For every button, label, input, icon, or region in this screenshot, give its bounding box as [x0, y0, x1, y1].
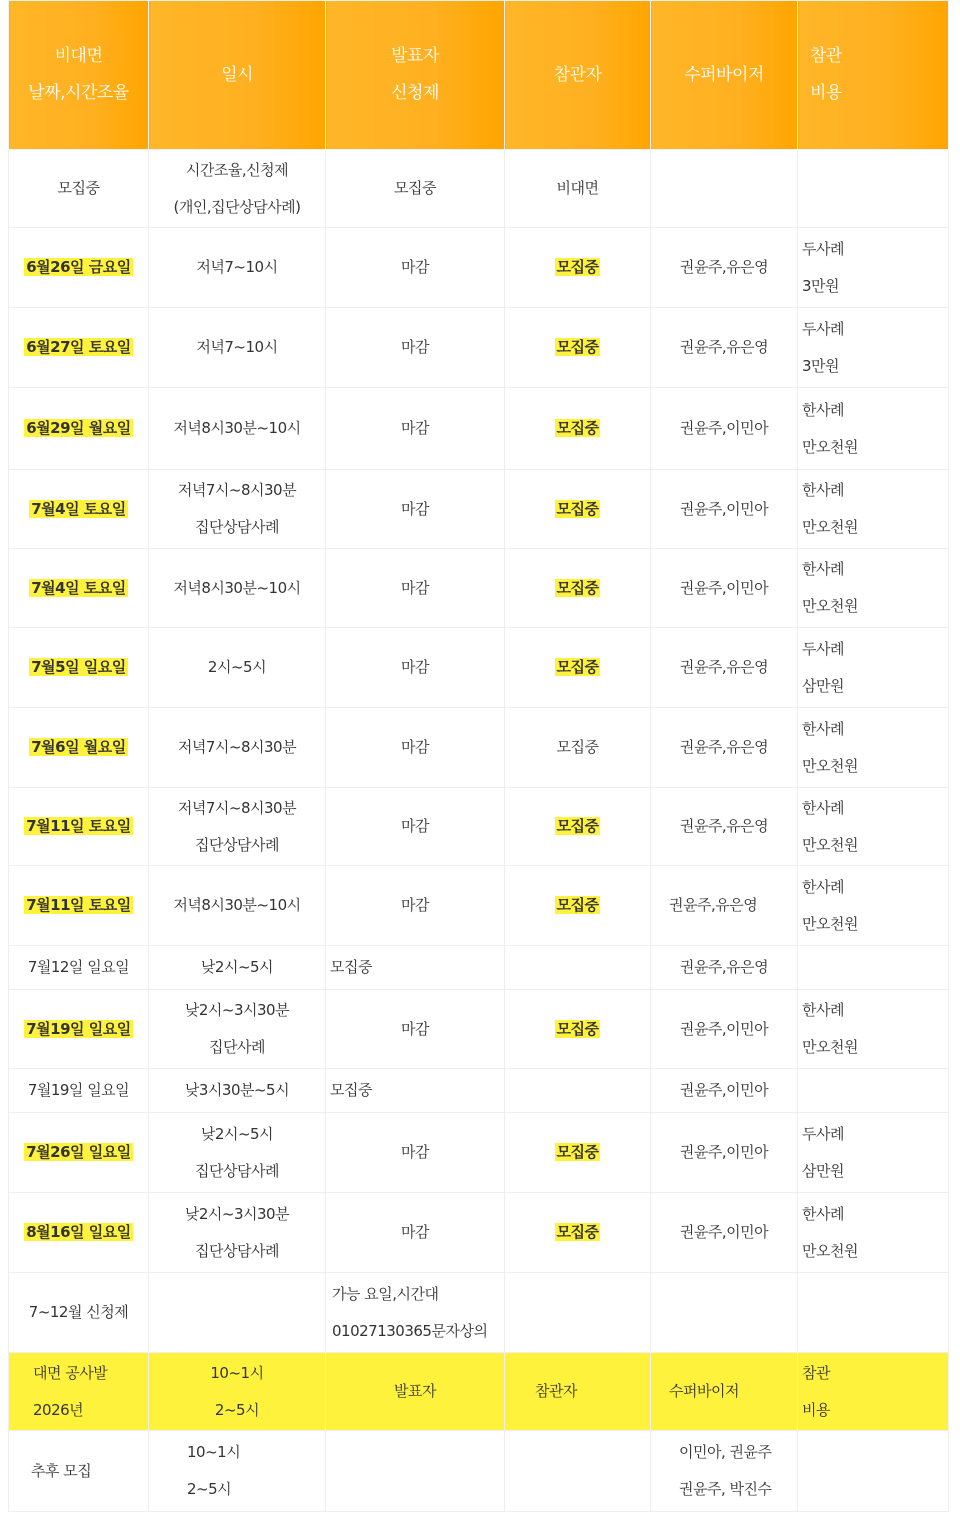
- table-row: [9, 388, 949, 470]
- row-time: [149, 788, 326, 866]
- row-time: [149, 150, 326, 228]
- observer-highlight: 모집중: [556, 1223, 599, 1241]
- table-row: [9, 228, 949, 308]
- offline-header-presenter: 발표자: [326, 1353, 505, 1431]
- row-supervisor: 권윤주,이민아: [651, 990, 798, 1069]
- table-row: [9, 308, 949, 388]
- cost-line: 한사례: [802, 481, 844, 499]
- header-line: 비용: [802, 1400, 830, 1419]
- row-supervisor: 권윤주,이민아: [651, 388, 798, 470]
- header-presenter: [326, 1, 505, 150]
- observer-highlight: 모집중: [556, 258, 599, 276]
- row-date: [9, 866, 149, 946]
- time-line: 10~1시: [187, 1443, 241, 1461]
- time-line: 집단상담사례: [195, 518, 279, 536]
- row-cost: [798, 1113, 949, 1193]
- date-highlight: 8월16일 일요일: [26, 1223, 131, 1241]
- row-date: [9, 708, 149, 788]
- row-presenter: 마감: [326, 470, 505, 549]
- cost-line: 한사례: [802, 877, 844, 896]
- header-line: 참관: [810, 46, 842, 66]
- row-observer: [505, 549, 651, 628]
- offline-header-title: [9, 1353, 149, 1431]
- row-time: 저녁7시~8시30분: [149, 708, 326, 788]
- row-date: [9, 308, 149, 388]
- row-time: [149, 1273, 326, 1353]
- row-supervisor: 권윤주,이민아: [651, 1113, 798, 1193]
- table-row: [9, 470, 949, 549]
- row-supervisor: 권윤주,유은영: [651, 866, 798, 946]
- cost-line: 만오천원: [802, 1038, 858, 1056]
- row-date: 7~12월 신청제: [9, 1273, 149, 1353]
- row-cost: [798, 946, 949, 990]
- time-line: 2~5시: [187, 1480, 232, 1498]
- time-line: 시간조율,신청제: [185, 160, 289, 179]
- row-presenter: 모집중: [326, 946, 505, 990]
- cost-line: 한사례: [802, 1204, 844, 1223]
- table-row: [9, 990, 949, 1069]
- offline-header-row: [9, 1353, 949, 1431]
- time-line: 저녁7시~8시30분: [177, 798, 297, 817]
- row-date: [9, 228, 149, 308]
- cost-line: 한사례: [802, 1001, 844, 1019]
- time-line: 집단사례: [209, 1038, 265, 1056]
- row-date: [9, 549, 149, 628]
- row-presenter: 마감: [326, 708, 505, 788]
- header-line: 발표자: [391, 46, 439, 66]
- cost-line: 한사례: [802, 560, 844, 578]
- header-line: 대면 공사발: [33, 1363, 108, 1382]
- offline-row-observer: [505, 1431, 651, 1512]
- schedule-table: [8, 0, 949, 1512]
- row-date: 7월19일 일요일: [9, 1069, 149, 1113]
- time-line: 낮2시~3시30분: [184, 1001, 290, 1019]
- cost-line: 두사례: [802, 239, 844, 258]
- observer-highlight: 모집중: [556, 578, 599, 597]
- row-supervisor: [651, 150, 798, 228]
- row-supervisor: 권윤주,이민아: [651, 1193, 798, 1273]
- row-time: [149, 1113, 326, 1193]
- cost-line: 두사례: [802, 319, 844, 338]
- row-observer: [505, 990, 651, 1069]
- date-highlight: 7월6일 월요일: [31, 738, 126, 756]
- date-highlight: 6월29일 월요일: [26, 419, 131, 437]
- row-time: [149, 990, 326, 1069]
- date-highlight: 7월19일 일요일: [26, 1019, 131, 1038]
- cost-line: 만오천원: [802, 835, 858, 854]
- row-presenter: 마감: [326, 308, 505, 388]
- time-line: 저녁7시~8시30분: [177, 481, 297, 499]
- row-cost: [798, 628, 949, 708]
- row-presenter: 마감: [326, 788, 505, 866]
- cost-line: 만오천원: [802, 518, 858, 536]
- row-time: 2시~5시: [149, 628, 326, 708]
- header-cost: [798, 1, 949, 150]
- row-presenter: 마감: [326, 388, 505, 470]
- time-line: 집단상담사례: [195, 1241, 279, 1260]
- row-date: [9, 628, 149, 708]
- row-cost: [798, 866, 949, 946]
- header-line: 2026년: [33, 1400, 84, 1419]
- cost-line: 만오천원: [802, 437, 858, 456]
- row-date: [9, 388, 149, 470]
- table-row: [9, 788, 949, 866]
- row-time: [149, 470, 326, 549]
- row-time: 저녁8시30분~10시: [149, 388, 326, 470]
- header-line: 10~1시: [210, 1363, 264, 1382]
- schedule-table-container: [8, 0, 948, 1512]
- cost-line: 만오천원: [802, 914, 858, 933]
- table-row: [9, 866, 949, 946]
- row-supervisor: 권윤주,유은영: [651, 946, 798, 990]
- table-row: [9, 1113, 949, 1193]
- row-observer: [505, 628, 651, 708]
- time-line: 낮2시~3시30분: [184, 1204, 290, 1223]
- cost-line: 두사례: [802, 1124, 844, 1143]
- observer-highlight: 모집중: [556, 1143, 599, 1161]
- row-cost: [798, 388, 949, 470]
- time-line: 낮2시~5시: [200, 1124, 274, 1143]
- header-supervisor: 수퍼바이저: [651, 1, 798, 150]
- row-supervisor: 권윤주,유은영: [651, 788, 798, 866]
- table-header-row: [9, 1, 949, 150]
- observer-highlight: 모집중: [556, 658, 599, 676]
- row-time: 저녁7~10시: [149, 308, 326, 388]
- row-cost: [798, 308, 949, 388]
- row-presenter: 가능 요일,시간대 01027130365문자상의: [326, 1273, 505, 1353]
- cost-line: 만오천원: [802, 597, 858, 615]
- offline-row-supervisor: [651, 1431, 798, 1512]
- row-observer: 비대면: [505, 150, 651, 228]
- row-date: [9, 1193, 149, 1273]
- table-row: [9, 946, 949, 990]
- row-presenter: 마감: [326, 990, 505, 1069]
- cost-line: 한사례: [802, 400, 844, 419]
- header-line: 비용: [810, 83, 842, 103]
- date-highlight: 6월26일 금요일: [26, 258, 131, 276]
- row-supervisor: [651, 1273, 798, 1353]
- header-line: 신청제: [391, 83, 439, 103]
- row-observer: [505, 946, 651, 990]
- table-row: [9, 1273, 949, 1353]
- offline-row-cost: [798, 1431, 949, 1512]
- date-highlight: 7월5일 일요일: [31, 658, 126, 676]
- row-observer: [505, 1273, 651, 1353]
- row-date: [9, 788, 149, 866]
- row-presenter: 모집중: [326, 1069, 505, 1113]
- row-date: [9, 1113, 149, 1193]
- cost-line: 삼만원: [802, 1161, 844, 1180]
- row-presenter: 마감: [326, 549, 505, 628]
- row-supervisor: 권윤주,유은영: [651, 308, 798, 388]
- header-line: 참관: [802, 1363, 830, 1382]
- row-cost: [798, 788, 949, 866]
- row-cost: [798, 470, 949, 549]
- row-date: [9, 990, 149, 1069]
- offline-header-cost: [798, 1353, 949, 1431]
- observer-highlight: 모집중: [556, 419, 599, 437]
- row-observer: [505, 866, 651, 946]
- row-cost: [798, 228, 949, 308]
- row-date: 모집중: [9, 150, 149, 228]
- observer-highlight: 모집중: [556, 817, 599, 835]
- offline-header-observer: 참관자: [505, 1353, 651, 1431]
- offline-row-presenter: [326, 1431, 505, 1512]
- row-presenter: 마감: [326, 1193, 505, 1273]
- row-time: 저녁8시30분~10시: [149, 549, 326, 628]
- observer-highlight: 모집중: [556, 338, 599, 356]
- supervisor-line: 이민아, 권윤주: [679, 1443, 772, 1461]
- row-cost: [798, 549, 949, 628]
- header-line: 2~5시: [214, 1400, 260, 1419]
- row-supervisor: 권윤주,이민아: [651, 1069, 798, 1113]
- cost-line: 한사례: [802, 719, 844, 738]
- date-highlight: 7월26일 일요일: [26, 1143, 131, 1161]
- table-row: [9, 150, 949, 228]
- date-highlight: 6월27일 토요일: [26, 338, 131, 356]
- row-cost: [798, 1273, 949, 1353]
- row-observer: [505, 1113, 651, 1193]
- table-row: [9, 549, 949, 628]
- header-online-date: [9, 1, 149, 150]
- row-presenter: 마감: [326, 628, 505, 708]
- row-supervisor: 권윤주,유은영: [651, 628, 798, 708]
- row-observer: 모집중: [505, 708, 651, 788]
- time-line: 집단상담사례: [195, 1161, 279, 1180]
- row-cost: [798, 1069, 949, 1113]
- row-observer: [505, 1069, 651, 1113]
- row-observer: [505, 388, 651, 470]
- cost-line: 한사례: [802, 798, 844, 817]
- row-time: 저녁8시30분~10시: [149, 866, 326, 946]
- table-row: [9, 628, 949, 708]
- row-supervisor: 권윤주,유은영: [651, 228, 798, 308]
- row-time: [149, 1193, 326, 1273]
- row-cost: [798, 1193, 949, 1273]
- row-presenter: 마감: [326, 228, 505, 308]
- cost-line: 3만원: [802, 276, 840, 295]
- cost-line: 두사례: [802, 639, 844, 658]
- offline-row-date: 추후 모집: [9, 1431, 149, 1512]
- row-date: [9, 470, 149, 549]
- cost-line: 삼만원: [802, 676, 844, 695]
- row-time: 낮2시~5시: [149, 946, 326, 990]
- row-cost: [798, 150, 949, 228]
- offline-header-supervisor: 수퍼바이저: [651, 1353, 798, 1431]
- table-row: [9, 708, 949, 788]
- row-observer: [505, 1193, 651, 1273]
- cost-line: 3만원: [802, 356, 840, 375]
- table-row: [9, 1193, 949, 1273]
- date-highlight: 7월4일 토요일: [31, 578, 126, 597]
- cost-line: 만오천원: [802, 756, 858, 775]
- time-line: 집단상담사례: [195, 835, 279, 854]
- offline-table-row: [9, 1431, 949, 1512]
- row-observer: [505, 228, 651, 308]
- row-cost: [798, 990, 949, 1069]
- row-observer: [505, 308, 651, 388]
- observer-highlight: 모집중: [556, 499, 599, 518]
- row-date: 7월12일 일요일: [9, 946, 149, 990]
- row-observer: [505, 470, 651, 549]
- time-line: (개인,집단상담사례): [173, 197, 301, 216]
- row-supervisor: 권윤주,이민아: [651, 470, 798, 549]
- header-observer: 참관자: [505, 1, 651, 150]
- row-presenter: 모집중: [326, 150, 505, 228]
- supervisor-line: 권윤주, 박진수: [679, 1480, 772, 1498]
- header-line: 비대면: [54, 46, 103, 66]
- observer-highlight: 모집중: [556, 896, 599, 914]
- row-supervisor: 권윤주,유은영: [651, 708, 798, 788]
- date-highlight: 7월4일 토요일: [31, 499, 126, 518]
- table-row: [9, 1069, 949, 1113]
- offline-row-time: [149, 1431, 326, 1512]
- row-time: 낮3시30분~5시: [149, 1069, 326, 1113]
- row-observer: [505, 788, 651, 866]
- header-time: 일시: [149, 1, 326, 150]
- offline-header-time: [149, 1353, 326, 1431]
- row-presenter: 마감: [326, 1113, 505, 1193]
- header-line: 날짜,시간조율: [28, 83, 129, 103]
- date-highlight: 7월11일 토요일: [26, 896, 131, 914]
- row-cost: [798, 708, 949, 788]
- row-time: 저녁7~10시: [149, 228, 326, 308]
- row-supervisor: 권윤주,이민아: [651, 549, 798, 628]
- cost-line: 만오천원: [802, 1241, 858, 1260]
- date-highlight: 7월11일 토요일: [26, 817, 131, 835]
- row-presenter: 마감: [326, 866, 505, 946]
- observer-highlight: 모집중: [556, 1019, 599, 1038]
